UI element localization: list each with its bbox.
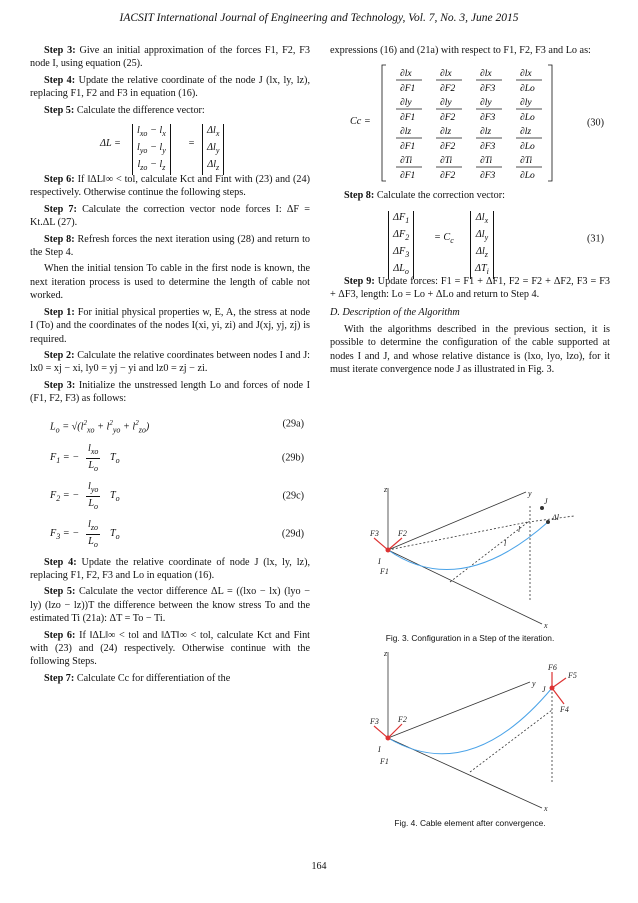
left-column	[30, 44, 310, 688]
step1: Step 1: For initial physical properties w, E, A, the stress at node I (To) and the coordinates of the nodes I(xi, yi, zi) and J(xj, yj, zj) is required.	[30, 306, 311, 345]
svg-text:z: z	[384, 485, 388, 494]
svg-text:I: I	[378, 557, 381, 566]
jacobian-numerator: ∂lz	[400, 127, 412, 138]
step8: Step 8: Calculate the correction vector:	[344, 190, 505, 202]
jacobian-numerator: ∂lz	[440, 127, 452, 138]
algorithm-description: With the algorithms described in the previous section, it is possible to determine the configuration of the cable supported at nodes I and J, and whose relative distance is (lxo, lyo, lzo), for it must iterate convergence node J as illustrated in Fig. 3.	[330, 324, 610, 376]
svg-text:J: J	[544, 497, 548, 506]
jacobian-denominator: ∂F3	[480, 84, 496, 95]
svg-text:F4: F4	[560, 705, 569, 714]
svg-text:z: z	[384, 649, 388, 658]
jacobian-numerator: ∂Ti	[520, 156, 533, 167]
jacobian-numerator: ∂lx	[480, 69, 492, 80]
page-number: 164	[311, 861, 327, 872]
equation-30: Cc = ∂lx ∂F1 ∂lx ∂F2 ∂lx ∂F3 ∂lx ∂Lo ∂ly ∂F1 ∂ly ∂F2 ∂ly ∂F3 ∂ly ∂Lo ∂lz ∂F1 ∂lz ∂F2 ∂lz ∂F3 ∂lz ∂Lo ∂Ti ∂F1 ∂Ti ∂F2 ∂Ti ∂F3 ∂Ti ∂Lo (30)	[330, 63, 610, 183]
svg-text:y: y	[528, 489, 532, 498]
svg-text:J: J	[542, 685, 546, 694]
jacobian-numerator: ∂lx	[400, 69, 412, 80]
jacobian-denominator: ∂F3	[480, 113, 496, 124]
jacobian-denominator: ∂F2	[440, 171, 456, 182]
svg-text:Δl: Δl	[552, 513, 559, 522]
journal-header: IACSIT International Journal of Engineering and Technology, Vol. 7, No. 3, June 2015	[119, 12, 519, 24]
equation-29a: $L_o = √(l^2_{xo} + l^2_{yo} + l^2_{zo})$ (29a)	[50, 417, 304, 434]
jacobian-denominator: ∂F2	[440, 113, 456, 124]
right-column	[330, 44, 610, 380]
figure-3-caption: Fig. 3. Configuration in a Step of the iteration.	[385, 633, 555, 643]
step6b: Step 6: If ‖ΔL‖∞ < tol and ‖ΔT‖∞ < tol, calculate Kct and Fint with (23) and (24) respectively. Otherwise continue with the following Steps.	[30, 629, 311, 668]
jacobian-denominator: ∂Lo	[520, 113, 535, 124]
svg-text:y: y	[532, 679, 536, 688]
jacobian-numerator: ∂ly	[480, 98, 492, 109]
svg-text:F3: F3	[370, 529, 379, 538]
svg-text:x: x	[544, 804, 548, 812]
jacobian-intro: expressions (16) and (21a) with respect to F1, F2, F3 and Lo as:	[330, 45, 591, 56]
step7b: Step 7: Calculate Cc for differentiation of the	[44, 672, 231, 684]
svg-text:F3: F3	[370, 717, 379, 726]
step4a: Step 4: Update the relative coordinate of the node J (lx, ly, lz), replacing F1, F2 and F3 in equation (16).	[30, 74, 310, 100]
jacobian-denominator: ∂F2	[440, 142, 456, 153]
step2: Step 2: Calculate the relative coordinates between nodes I and J: lx0 = xj − xi, ly0 = yj − yi and lz0 = zj − zi.	[30, 349, 311, 375]
jacobian-numerator: ∂Ti	[480, 156, 493, 167]
step5a: Step 5: Calculate the difference vector:	[44, 104, 205, 116]
jacobian-denominator: ∂F1	[400, 84, 416, 95]
jacobian-denominator: ∂Lo	[520, 171, 535, 182]
svg-text:I: I	[378, 745, 381, 754]
section-heading: D. Description of the Algorithm	[330, 306, 460, 318]
jacobian-numerator: ∂ly	[400, 98, 412, 109]
step9: Step 9: Update forces: F1 = F1 + ΔF1, F2 = F2 + ΔF2, F3 = F3 + ΔF3, length: Lo = Lo + ΔLo and return to Step 4.	[330, 275, 611, 301]
equation-31: $\Delta F_1$ $\Delta F_2$ $\Delta F_3$ $\Delta L_o$ = $C_c$ $\Delta l_x$ $\Delta l_y$ $\Delta l_z$ $\Delta T_i$ (31)	[330, 209, 610, 269]
step6a: Step 6: If ‖ΔL‖∞ < tol, calculate Kct and Fint with (23) and (24) respectively. Otherwise continue the following steps.	[30, 174, 311, 199]
jacobian-denominator: ∂F1	[400, 171, 416, 182]
jacobian-denominator: ∂F1	[400, 142, 416, 153]
figure-4-caption: Fig. 4. Cable element after convergence.	[394, 818, 546, 828]
jacobian-matrix	[380, 63, 560, 183]
svg-text:l: l	[518, 525, 521, 534]
svg-text:F2: F2	[398, 715, 407, 724]
svg-text:x: x	[544, 621, 548, 630]
equation-29d: $F_3$ = − $l_{zo}$ $L_o$ $T_o$ (29d)	[50, 518, 304, 549]
figure-4	[330, 648, 610, 812]
jacobian-denominator: ∂F3	[480, 171, 496, 182]
equation-29c: $F_2$ = − $l_{yo}$ $L_o$ $T_o$ (29c)	[50, 480, 304, 511]
svg-text:l: l	[504, 539, 507, 548]
jacobian-numerator: ∂lx	[440, 69, 452, 80]
step5b: Step 5: Calculate the vector difference ΔL = ((lxo − lx) (lyo − ly) (lzo − lz))T the difference between the know stress To and the estimated Ti (21a): ΔT = To − Ti.	[30, 586, 310, 625]
jacobian-numerator: ∂lz	[520, 127, 532, 138]
svg-text:F5: F5	[568, 671, 577, 680]
jacobian-numerator: ∂lx	[520, 69, 532, 80]
jacobian-numerator: ∂lz	[480, 127, 492, 138]
jacobian-numerator: ∂ly	[520, 98, 532, 109]
jacobian-denominator: ∂Lo	[520, 142, 535, 153]
jacobian-numerator: ∂ly	[440, 98, 452, 109]
figure-3	[330, 482, 610, 630]
jacobian-denominator: ∂F2	[440, 84, 456, 95]
step4b: Step 4: Update the relative coordinate of node J (lx, ly, lz), replacing F1, F2, F3 and Lo in equation (16).	[30, 556, 311, 581]
tension-paragraph: When the initial tension To cable in the first node is known, the next iteration process is used to determine the length of cable not worked.	[30, 263, 310, 302]
step7a: Step 7: Calculate the correction vector node forces I: ΔF = Kt.ΔL (27).	[30, 203, 310, 229]
step8a: Step 8: Refresh forces the next iteration using (28) and return to the Step 4.	[30, 233, 310, 259]
jacobian-denominator: ∂Lo	[520, 84, 535, 95]
jacobian-denominator: ∂F3	[480, 142, 496, 153]
svg-text:F2: F2	[398, 529, 407, 538]
svg-text:F1: F1	[380, 567, 389, 576]
svg-text:F1: F1	[380, 757, 389, 766]
step3a: Step 3: Give an initial approximation of the forces F1, F2, F3 node I, using equation (25).	[30, 45, 311, 70]
step3b: Step 3: Initialize the unstressed length Lo and forces of node I (F1, F2, F3) as follows:	[30, 379, 311, 405]
difference-vector-equation: ΔL = $l_{xo} - l_x$ $l_{yo} - l_y$ $l_{zo} - l_z$ = $\Delta l_x$ $\Delta l_y$ $\Delta l_z$	[30, 123, 310, 167]
jacobian-numerator: ∂Ti	[440, 156, 453, 167]
equation-29b: $F_1$ = − $l_{xo}$ $L_o$ $T_o$ (29b)	[50, 442, 304, 473]
svg-text:F6: F6	[548, 663, 557, 672]
jacobian-numerator: ∂Ti	[400, 156, 413, 167]
jacobian-denominator: ∂F1	[400, 113, 416, 124]
